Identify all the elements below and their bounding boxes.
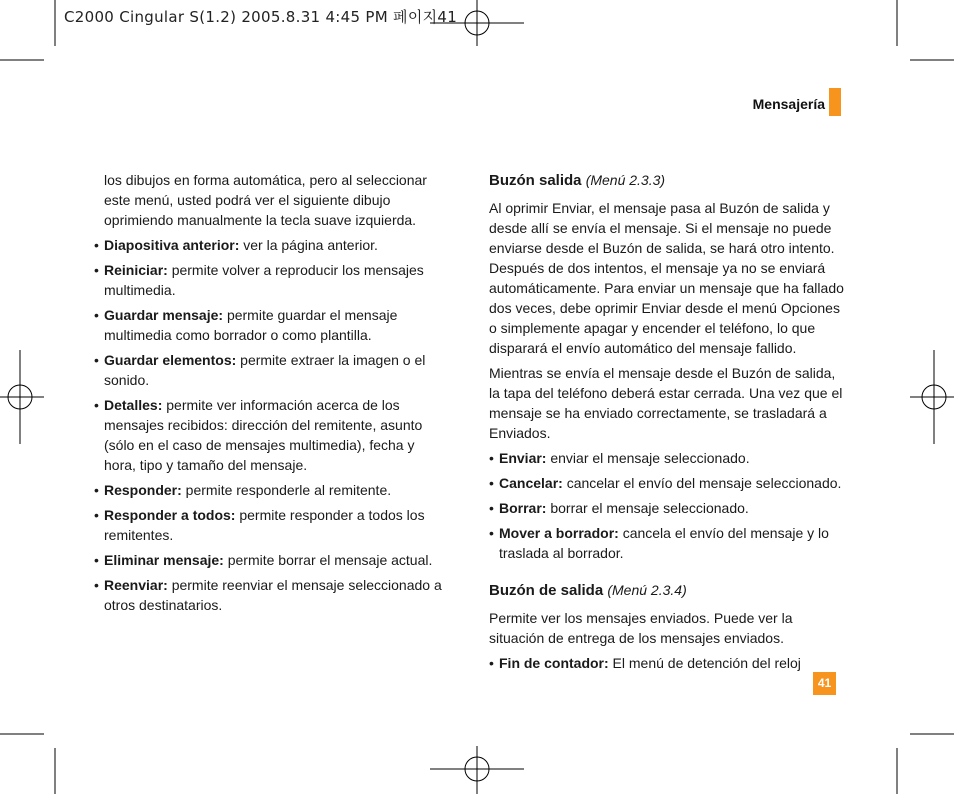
bullet-dot: •: [489, 655, 494, 671]
sent-menu-ref: (Menú 2.3.4): [607, 582, 687, 598]
outbox-title: Buzón salida: [489, 172, 582, 189]
bullet-item: [94, 260, 444, 300]
bullet-item: [94, 575, 444, 615]
left-bullet-list: [94, 235, 444, 615]
sent-paragraph: Permite ver los mensajes enviados. Puede ver la situación de entrega de los mensajes enviados.: [489, 610, 793, 646]
bullet-term: Borrar:: [499, 500, 547, 516]
page-number: 41: [813, 672, 836, 695]
bullet-dot: •: [489, 450, 494, 466]
bullet-text: permite responderle al remitente.: [181, 482, 392, 498]
bullet-term: Guardar elementos:: [104, 352, 237, 368]
bullet-text: cancelar el envío del mensaje seleccionado.: [562, 475, 842, 491]
intro-paragraph: los dibujos en forma automática, pero al seleccionar este menú, usted podrá ver el siguiente dibujo oprimiendo manualmente la tecla suave izquierda.: [104, 172, 427, 228]
bullet-item: [94, 235, 444, 255]
bullet-text: permite ver información acerca de los mensajes recibidos: dirección del remitente, asunto (sólo en el caso de mensajes multimedia), fecha y hora, tipo y tamaño del mensaje.: [104, 397, 423, 473]
bullet-text: permite reenviar el mensaje seleccionado a otros destinatarios.: [104, 577, 442, 613]
bullet-dot: •: [94, 482, 99, 498]
outbox-paragraph-1: Al oprimir Enviar, el mensaje pasa al Buzón de salida y desde allí se envía el mensaje. Si el mensaje no puede enviarse desde el Buzón de salida, se hará otro intento. Después de dos intentos, el mensaje ya no se enviará automáticamente. Para enviar un mensaje que ha fallado dos veces, debe oprimir Enviar desde el menú Opciones o simplemente apagar y encender el teléfono, lo que disparará el envío automático del mensaje fallido.: [489, 200, 844, 356]
print-slug: C2000 Cingular S(1.2) 2005.8.31 4:45 PM 페이지41: [64, 8, 458, 26]
bullet-text: enviar el mensaje seleccionado.: [546, 450, 750, 466]
bullet-dot: •: [94, 262, 99, 278]
bullet-item: [94, 350, 444, 390]
sent-heading: [489, 580, 845, 601]
bullet-term: Fin de contador:: [499, 655, 609, 671]
bullet-term: Cancelar:: [499, 475, 563, 491]
section-tab-accent: [829, 88, 841, 116]
bullet-text: permite guardar el mensaje multimedia como borrador o como plantilla.: [104, 307, 398, 343]
bullet-term: Mover a borrador:: [499, 525, 619, 541]
bullet-term: Diapositiva anterior:: [104, 237, 240, 253]
bullet-dot: •: [94, 397, 99, 413]
bullet-text: cancela el envío del mensaje y lo traslada al borrador.: [499, 525, 829, 561]
bullet-dot: •: [489, 525, 494, 541]
bullet-dot: •: [94, 307, 99, 323]
bullet-text: El menú de detención del reloj: [608, 655, 801, 671]
sent-title: Buzón de salida: [489, 582, 604, 599]
outbox-menu-ref: (Menú 2.3.3): [585, 172, 666, 188]
bullet-dot: •: [94, 577, 99, 593]
section-title: Mensajería: [752, 96, 825, 112]
bullet-term: Guardar mensaje:: [104, 307, 224, 323]
bullet-item: [489, 523, 845, 563]
bullet-text: permite responder a todos los remitentes.: [104, 507, 425, 543]
bullet-item: [94, 395, 444, 475]
bullet-term: Enviar:: [499, 450, 547, 466]
bullet-item: [489, 498, 845, 518]
right-column: [489, 170, 845, 678]
bullet-term: Responder a todos:: [104, 507, 236, 523]
bullet-text: permite borrar el mensaje actual.: [223, 552, 433, 568]
bullet-dot: •: [94, 507, 99, 523]
bullet-term: Reiniciar:: [104, 262, 168, 278]
bullet-text: permite volver a reproducir los mensajes multimedia.: [104, 262, 424, 298]
bullet-item: [94, 480, 444, 500]
bullet-item: [94, 550, 444, 570]
outbox-paragraph-2: Mientras se envía el mensaje desde el Buzón de salida, la tapa del teléfono deberá estar cerrada. Una vez que el mensaje se ha enviado correctamente, se trasladará a Enviados.: [489, 365, 843, 441]
outbox-heading: [489, 170, 845, 191]
bullet-item: [489, 448, 845, 468]
sent-bullet-list: [489, 653, 845, 673]
bullet-item: [489, 653, 845, 673]
bullet-text: borrar el mensaje seleccionado.: [546, 500, 749, 516]
outbox-bullet-list: [489, 448, 845, 563]
left-column: [94, 170, 444, 620]
bullet-text: ver la página anterior.: [239, 237, 378, 253]
bullet-dot: •: [489, 475, 494, 491]
bullet-term: Detalles:: [104, 397, 163, 413]
bullet-dot: •: [94, 237, 99, 253]
bullet-term: Responder:: [104, 482, 182, 498]
bullet-item: [94, 305, 444, 345]
bullet-text: permite extraer la imagen o el sonido.: [104, 352, 426, 388]
bullet-dot: •: [94, 552, 99, 568]
bullet-dot: •: [489, 500, 494, 516]
bullet-item: [489, 473, 845, 493]
bullet-term: Reenviar:: [104, 577, 168, 593]
bullet-dot: •: [94, 352, 99, 368]
bullet-item: [94, 505, 444, 545]
bullet-term: Eliminar mensaje:: [104, 552, 224, 568]
